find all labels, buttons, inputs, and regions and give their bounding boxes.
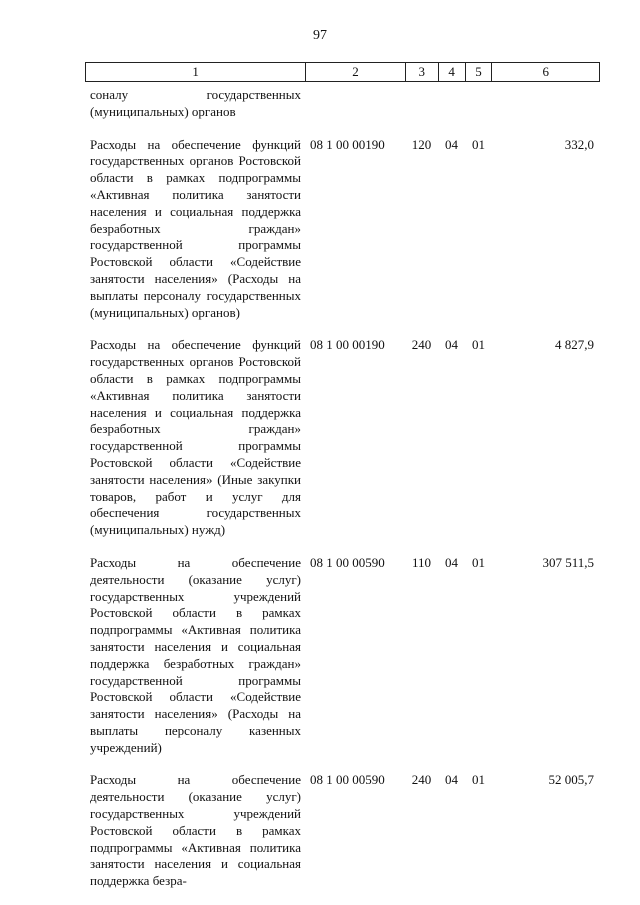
row-expense-type: 240 (411, 337, 432, 353)
table-row (85, 137, 600, 322)
header-col-3: 3 (405, 63, 438, 81)
row-description: Расходы на обеспечение функций государственных органов Ростовской области в рамках подпрограммы «Активная политика занятости населения и социальная поддержка безработных граждан» государственной программы Ростовской области «Содействие занятости населения» (Расходы на выплаты персоналу государственных (муниципальных) органов) (90, 136, 301, 320)
row-description: Расходы на обеспечение деятельности (оказание услуг) государственных учреждений Ростовской области в рамках подпрограммы «Активная политика занятости населения и социальная поддержка безработных граждан» государственной программы Ростовской области «Содействие занятости населения» (Расходы на выплаты персоналу казенных учреждений) (90, 554, 301, 755)
row-code: 08 1 00 00590 (310, 554, 385, 570)
header-col-1: 1 (192, 64, 199, 79)
row-amount (492, 87, 600, 121)
row-expense-type: 120 (411, 136, 432, 152)
row-subsection: 01 (472, 772, 485, 788)
row-code: 08 1 00 00590 (310, 772, 385, 788)
row-subsection: 01 (472, 136, 485, 152)
row-code: 08 1 00 00190 (310, 136, 385, 152)
row-amount: 4 827,9 (555, 337, 594, 353)
row-section (438, 87, 465, 121)
header-col-4: 4 (438, 63, 465, 81)
table-row (85, 87, 600, 121)
row-code (305, 87, 405, 121)
table-row (85, 555, 600, 757)
row-subsection (465, 87, 492, 121)
row-description: соналу государственных (муниципальных) органов (90, 87, 301, 119)
row-expense-type (405, 87, 438, 121)
row-code: 08 1 00 00190 (310, 337, 385, 353)
row-subsection: 01 (472, 554, 485, 570)
row-description: Расходы на обеспечение деятельности (оказание услуг) государственных учреждений Ростовской области в рамках подпрограммы «Активная политика занятости населения и социальная поддержка безра- (90, 772, 301, 889)
row-description: Расходы на обеспечение функций государственных органов Ростовской области в рамках подпрограммы «Активная политика занятости населения и социальная поддержка безработных граждан» государственной программы Ростовской области «Содействие занятости населения» (Иные закупки товаров, работ и услуг для обеспечения государственных (муниципальных) нужд) (90, 337, 301, 538)
table-row (85, 337, 600, 539)
row-section: 04 (445, 136, 458, 152)
budget-table (85, 62, 600, 890)
row-section: 04 (445, 772, 458, 788)
row-section: 04 (445, 337, 458, 353)
page-number: 97 (313, 28, 327, 43)
row-amount: 307 511,5 (542, 554, 594, 570)
header-col-5: 5 (465, 63, 492, 81)
row-expense-type: 240 (411, 772, 432, 788)
header-col-2: 2 (305, 63, 405, 81)
header-col-6: 6 (491, 63, 599, 81)
row-section: 04 (445, 554, 458, 570)
table-header (85, 62, 600, 82)
row-expense-type: 110 (411, 554, 432, 570)
row-amount: 52 005,7 (548, 772, 594, 788)
row-amount: 332,0 (564, 136, 594, 152)
row-subsection: 01 (472, 337, 485, 353)
table-row (85, 772, 600, 890)
